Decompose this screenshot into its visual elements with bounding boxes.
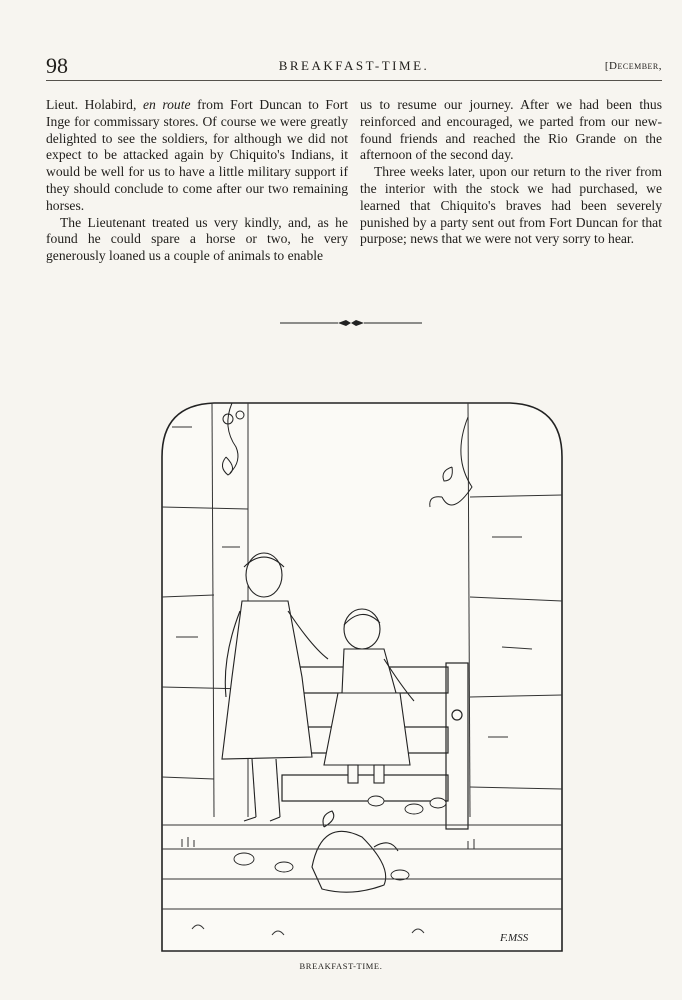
- page-number: 98: [46, 53, 68, 78]
- section-divider: [280, 317, 422, 329]
- running-title: BREAKFAST-TIME.: [278, 58, 430, 73]
- column-right: [360, 97, 662, 272]
- paragraph: us to resume our journey. After we had been thus reinforced and encouraged, we parted from our new-found friends and reached the Rio Grande on the afternoon of the second day.: [360, 97, 662, 163]
- illustration-breakfast-time: [152, 397, 572, 955]
- text-run: Lieut. Holabird,: [46, 97, 143, 112]
- italic-text: en route: [142, 97, 191, 112]
- illustration-caption: BREAKFAST-TIME.: [299, 961, 383, 971]
- page-header: [46, 54, 662, 81]
- paragraph: The Lieutenant treated us very kindly, and, as he found he could spare a horse or two, he very generously loaned us a couple of animals to enable: [46, 214, 348, 264]
- running-month: [December,: [604, 60, 662, 72]
- paragraph: Three weeks later, upon our return to the river from the interior with the stock we had purchased, we learned that Chiquito's braves had been severely punished by a party sent out from Fort Duncan for that purpose; news that we were not very sorry to hear.: [360, 164, 662, 247]
- body-text: [46, 97, 662, 272]
- text-run: from Fort Duncan to Fort Inge for commissary stores. Of course we were greatly delighted to see the soldiers, for although we did not expect to be attacked again by Chiquito's Indians, it would be well for us to have a little military support if they should conclude to come after our two remaining horses.: [46, 97, 348, 213]
- artist-signature: F.MSS: [500, 932, 529, 944]
- paragraph: [46, 97, 348, 215]
- column-left: [46, 97, 348, 272]
